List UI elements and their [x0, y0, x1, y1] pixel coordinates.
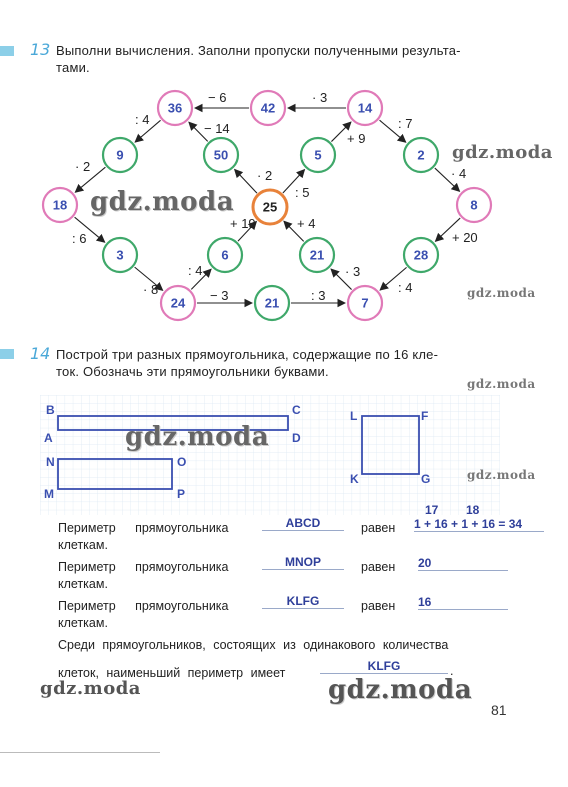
node-value: 5 [314, 147, 322, 163]
node-n14 [348, 91, 382, 125]
node-n18 [43, 188, 77, 222]
watermark: gdz.moda [125, 422, 270, 452]
operation-label: − 14 [204, 121, 230, 136]
node-n9 [103, 138, 137, 172]
node-n21b [255, 286, 289, 320]
grid-area [40, 395, 500, 515]
arrow-edge [235, 170, 257, 194]
vertex-m: M [44, 487, 54, 501]
vertex-b: B [46, 403, 55, 417]
row1-name: ABCD [262, 516, 344, 531]
row3-units: клеткам. [58, 616, 108, 630]
vertex-k: K [350, 472, 359, 486]
row3-equals: равен [361, 599, 396, 613]
page-number: 81 [491, 702, 507, 718]
operation-label: − 6 [208, 90, 227, 105]
operation-label: : 4 [135, 112, 150, 127]
final-line2: клеток, наименьший периметр имеет [58, 666, 286, 680]
node-value: 14 [357, 100, 373, 116]
watermark: gdz.moda [467, 468, 536, 482]
node-n28 [404, 238, 438, 272]
watermark: gdz.moda [40, 678, 141, 699]
node-value: 25 [262, 199, 278, 215]
vertex-c: C [292, 403, 301, 417]
node-n25 [253, 190, 287, 224]
node-n42 [251, 91, 285, 125]
operation-label: + 9 [347, 131, 366, 146]
row2-units: клеткам. [58, 577, 108, 591]
node-n2 [404, 138, 438, 172]
task13-text-line1: Выполни вычисления. Заполни пропуски полученными результа- [56, 43, 461, 58]
vertex-g: G [421, 472, 431, 486]
vertex-f: F [421, 409, 429, 423]
watermark: gdz.moda [328, 675, 473, 705]
final-period: . [450, 664, 454, 678]
node-n5 [301, 138, 335, 172]
node-value: 36 [167, 100, 183, 116]
node-value: 8 [470, 197, 478, 213]
node-value: 3 [116, 247, 124, 263]
node-n21a [300, 238, 334, 272]
task-marker-14 [0, 349, 14, 359]
node-n8 [457, 188, 491, 222]
row1-value: 1 + 16 + 1 + 16 = 34 [414, 517, 544, 532]
operation-label: : 7 [398, 116, 413, 131]
annotation-18: 18 [466, 503, 480, 517]
task14-text-line1: Построй три разных прямоугольника, содержащие по 16 кле- [56, 347, 439, 362]
node-value: 28 [413, 247, 429, 263]
node-n50 [204, 138, 238, 172]
node-n7 [348, 286, 382, 320]
node-value: 42 [260, 100, 276, 116]
operation-label: · 2 [257, 168, 273, 183]
task13-text-line2: тами. [56, 60, 90, 75]
node-value: 7 [361, 295, 369, 311]
task-number-14: 14 [30, 344, 51, 363]
row2-name: MNOP [262, 555, 344, 570]
task14-text-line2: ток. Обозначь эти прямоугольники буквами. [56, 364, 329, 379]
operation-label: + 4 [297, 216, 316, 231]
row2-value: 20 [418, 556, 508, 571]
operation-label: : 6 [72, 231, 87, 246]
task-number-13: 13 [30, 40, 51, 59]
row2-label: Периметр прямоугольника [58, 560, 229, 574]
watermark: gdz.moda [90, 187, 235, 217]
node-n6 [208, 238, 242, 272]
operation-label: · 3 [312, 90, 328, 105]
node-value: 21 [309, 247, 325, 263]
node-value: 2 [417, 147, 425, 163]
final-line1: Среди прямоугольников, состоящих из одинакового количества [58, 638, 449, 652]
operation-label: · 3 [345, 264, 361, 279]
row3-label: Периметр прямоугольника [58, 599, 229, 613]
operation-label: : 3 [311, 288, 326, 303]
vertex-o: O [177, 455, 187, 469]
node-value: 6 [221, 247, 229, 263]
node-value: 9 [116, 147, 124, 163]
operation-label: + 20 [452, 230, 478, 245]
vertex-l: L [350, 409, 358, 423]
row1-label: Периметр прямоугольника [58, 521, 229, 535]
row3-name: KLFG [262, 594, 344, 609]
operation-label: : 4 [398, 280, 413, 295]
task-marker-13 [0, 46, 14, 56]
node-value: 21 [264, 295, 280, 311]
bottom-rule [0, 752, 160, 753]
operation-label: · 8 [143, 282, 159, 297]
node-n24 [161, 286, 195, 320]
watermark: gdz.moda [452, 142, 553, 163]
operation-label: : 4 [188, 263, 203, 278]
row1-units: клеткам. [58, 538, 108, 552]
final-answer: KLFG [320, 659, 448, 674]
row1-equals: равен [361, 521, 396, 535]
vertex-d: D [292, 431, 301, 445]
operation-label: + 19 [230, 216, 256, 231]
node-value: 18 [52, 197, 68, 213]
watermark: gdz.moda [467, 286, 536, 300]
vertex-p: P [177, 487, 186, 501]
node-n3 [103, 238, 137, 272]
watermark: gdz.moda [467, 377, 536, 391]
vertex-n: N [46, 455, 55, 469]
operation-label: · 4 [451, 166, 467, 181]
row3-value: 16 [418, 595, 508, 610]
vertex-a: A [44, 431, 53, 445]
row2-equals: равен [361, 560, 396, 574]
operation-label: − 3 [210, 288, 229, 303]
node-n36 [158, 91, 192, 125]
node-value: 24 [170, 295, 186, 311]
annotation-17: 17 [425, 503, 439, 517]
operation-label: · 2 [75, 159, 91, 174]
node-value: 50 [213, 147, 229, 163]
operation-label: : 5 [295, 185, 310, 200]
